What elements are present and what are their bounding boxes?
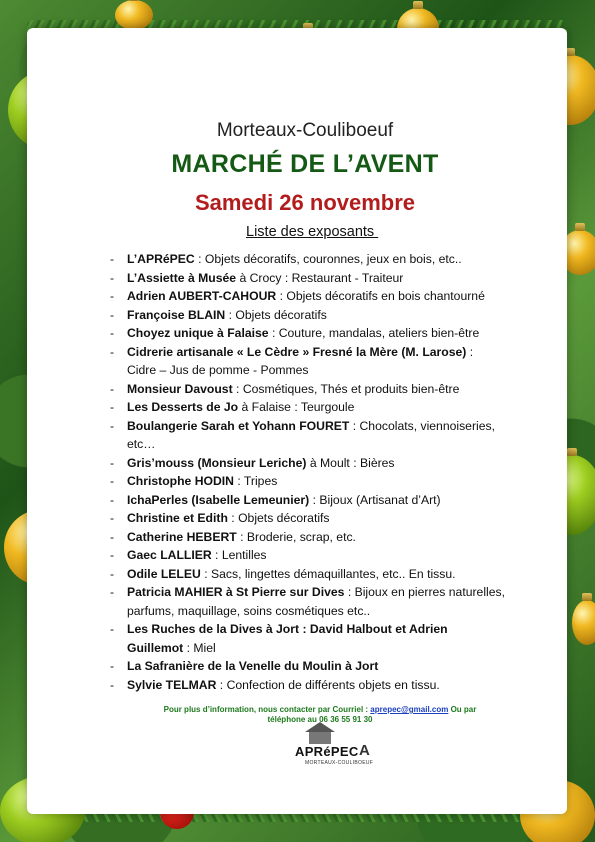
exhibitor-name: Gaec LALLIER — [127, 548, 212, 562]
exhibitor-description: : Tripes — [233, 474, 278, 488]
exhibitor-description: à Falaise : Teurgoule — [238, 400, 355, 414]
exhibitor-description: : Cosmétiques, Thés et produits bien-être — [232, 381, 460, 396]
exhibitor-description: à Crocy : Restaurant - Traiteur — [236, 270, 404, 285]
email-link[interactable]: aprepec@gmail.com — [370, 705, 449, 714]
list-item — [110, 417, 505, 454]
exhibitor-name: L’APRéPEC — [127, 252, 195, 266]
exhibitor-name: Cidrerie artisanale « Le Cèdre » Fresné la Mère (M. Larose) — [127, 344, 467, 359]
list-item — [110, 454, 505, 473]
logo-subtitle: MORTEAUX-COULIBOEUF — [305, 760, 374, 766]
exhibitor-description: : Sacs, lingettes démaquillantes, etc.. En tissu. — [200, 566, 456, 581]
exhibitor-name: Boulangerie Sarah et Yohann FOURET — [127, 418, 350, 433]
list-item — [110, 250, 505, 269]
exhibitor-name: Adrien AUBERT-CAHOUR — [127, 289, 277, 303]
list-item — [110, 269, 505, 288]
exhibitor-list-heading: Liste des exposants — [246, 224, 379, 240]
exhibitor-description: : Objets décoratifs, couronnes, jeux en bois, etc.. — [194, 252, 462, 266]
exhibitor-description: : Objets décoratifs — [227, 511, 330, 525]
exhibitor-description: : Chocolats, viennoiseries, etc… — [127, 418, 495, 451]
exhibitor-description: : Bijoux (Artisanat d’Art) — [309, 492, 441, 507]
contact-text: Pour plus d’information, nous contacter par Courriel : — [163, 705, 371, 714]
exhibitor-name: IchaPerles (Isabelle Lemeunier) — [127, 492, 310, 507]
exhibitor-description: : Bijoux en pierres naturelles, parfums, maquillage, soins cosmétiques etc.. — [127, 585, 505, 618]
event-date: Samedi 26 novembre — [194, 190, 416, 215]
list-item — [110, 287, 505, 306]
list-item — [110, 676, 505, 695]
logo-glyph: A — [359, 742, 370, 759]
exhibitor-description: : Confection de différents objets en tissu. — [216, 677, 440, 692]
list-item — [110, 620, 505, 657]
exhibitor-name: Christine et Edith — [127, 511, 228, 525]
exhibitor-name: Monsieur Davoust — [127, 381, 233, 396]
list-item — [110, 491, 505, 510]
contact-phone-text: Ou par téléphone au 06 36 55 91 30 — [267, 705, 477, 724]
exhibitor-name: Choyez unique à Falaise — [127, 326, 269, 340]
list-item — [110, 657, 505, 676]
list-item — [110, 546, 505, 565]
list-item — [110, 583, 505, 620]
exhibitor-description: : Objets décoratifs en bois chantourné — [276, 289, 485, 303]
exhibitor-description: : Lentilles — [211, 548, 267, 562]
list-item — [110, 380, 505, 399]
exhibitor-name: Les Desserts de Jo — [127, 400, 239, 414]
exhibitor-name: Françoise BLAIN — [127, 307, 226, 322]
list-item — [110, 565, 505, 584]
list-item — [110, 343, 505, 380]
exhibitor-list — [110, 250, 505, 694]
list-item — [110, 509, 505, 528]
exhibitor-description: : Couture, mandalas, ateliers bien-être — [268, 326, 480, 340]
exhibitor-description: : Broderie, scrap, etc. — [236, 529, 356, 544]
logo-text: APRéPEC — [295, 744, 359, 759]
exhibitor-name: La Safranière de la Venelle du Moulin à Jort — [127, 659, 379, 673]
exhibitor-description: : Cidre – Jus de pomme - Pommes — [127, 344, 474, 377]
exhibitor-name: Les Ruches de la Dives à Jort : David Halbout et Adrien Guillemot — [127, 622, 448, 655]
town-name: Morteaux-Couliboeuf — [216, 120, 394, 141]
exhibitor-name: Catherine HEBERT — [127, 529, 237, 544]
exhibitor-name: Odile LELEU — [127, 566, 201, 581]
list-item — [110, 472, 505, 491]
exhibitor-name: L’Assiette à Musée — [127, 270, 237, 285]
house-icon — [305, 722, 335, 744]
exhibitor-name: Patricia MAHIER à St Pierre sur Dives — [127, 585, 345, 599]
event-title: MARCHÉ DE L’AVENT — [171, 150, 439, 178]
exhibitor-description: à Moult : Bières — [306, 455, 395, 470]
exhibitor-name: Gris’mouss (Monsieur Leriche) — [127, 455, 307, 470]
exhibitor-name: Sylvie TELMAR — [127, 677, 217, 692]
exhibitor-description: : Objets décoratifs — [225, 307, 327, 322]
aprepec-logo — [293, 722, 374, 766]
list-item — [110, 306, 505, 325]
list-item — [110, 398, 505, 417]
exhibitor-description: : Miel — [183, 640, 216, 655]
exhibitor-name: Christophe HODIN — [127, 474, 234, 488]
list-item — [110, 528, 505, 547]
list-item — [110, 324, 505, 343]
